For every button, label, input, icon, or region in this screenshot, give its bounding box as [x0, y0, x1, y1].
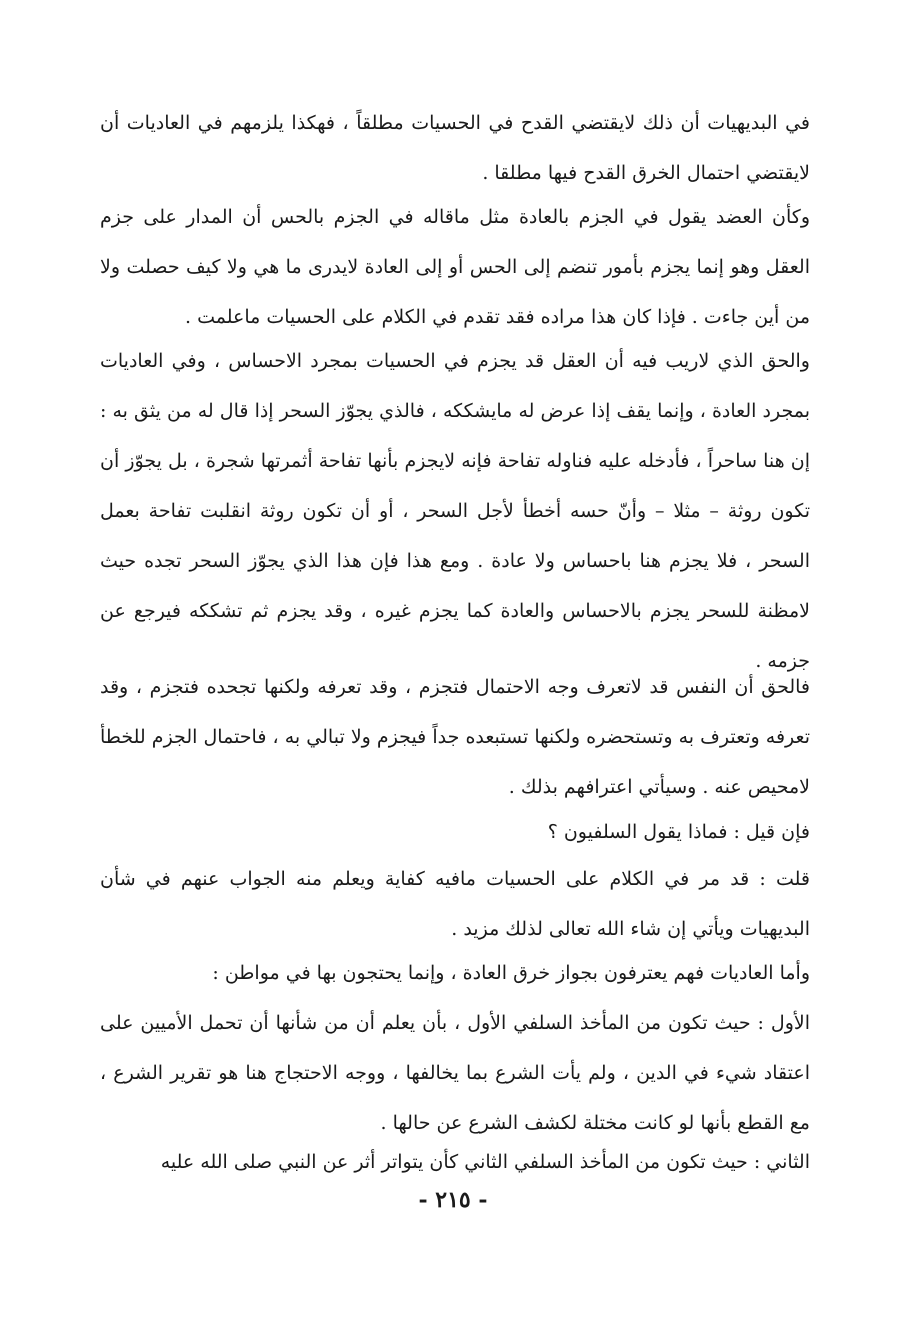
paragraph-text: فالحق أن النفس قد لاتعرف وجه الاحتمال فتجزم ، وقد تعرفه ولكنها تجحده فتجزم ، وقد تعرفه وتعترف به وتستحضره ولكنها تستبعده جداً فيجزم ولا تبالي به ، فاحتمال الجزم للخطأ لامحيص عنه . وسيأتي اعترافهم بذلك .: [100, 676, 810, 798]
paragraph-text: الثاني : حيث تكون من المأخذ السلفي الثاني كأن يتواتر أثر عن النبي صلى الله عليه: [160, 1151, 810, 1173]
paragraph-text: وأما العاديات فهم يعترفون بجواز خرق العادة ، وإنما يحتجون بها في مواطن :: [212, 962, 810, 984]
paragraph-text: في البديهيات أن ذلك لايقتضي القدح في الحسيات مطلقاً ، فهكذا يلزمهم في العاديات أن لايقتضي احتمال الخرق القدح فيها مطلقا .: [100, 112, 810, 184]
paragraph-customs: [100, 948, 810, 998]
page-number: - ٢١٥ -: [418, 1187, 488, 1213]
paragraph-text: وكأن العضد يقول في الجزم بالعادة مثل ماقاله في الجزم بالحس أن المدار على جزم العقل وهو إنما يجزم بأمور تنضم إلى الحس أو إلى العادة لايدرى ما هي ولا كيف حصلت ولا من أين جاءت . فإذا كان هذا مراده فقد تقدم في الكلام على الحسيات ماعلمت .: [100, 206, 810, 328]
paragraph-badihiyyat: [100, 98, 810, 198]
paragraph-adud: [100, 192, 810, 342]
paragraph-text: الأول : حيث تكون من المأخذ السلفي الأول ، بأن يعلم أن من شأنها أن تحمل الأميين على اعتقاد شيء في الدين ، ولم يأت الشرع بما يخالفها ، ووجه الاحتجاج هنا هو تقرير الشرع ، مع القطع بأنها لو كانت مختلة لكشف الشرع عن حالها .: [100, 1012, 810, 1134]
paragraph-question: [100, 807, 810, 857]
paragraph-soul-certainty: [100, 662, 810, 812]
paragraph-text: والحق الذي لاريب فيه أن العقل قد يجزم في الحسيات بمجرد الاحساس ، وفي العاديات بمجرد العادة ، وإنما يقف إذا عرض له مايشككه ، فالذي يجوّز السحر إذا قال له من يثق به : إن هنا ساحراً ، فأدخله عليه فناوله تفاحة فإنه لايجزم بأنها تفاحة أثمرتها شجرة ، بل يجوّز أن تكون روثة – مثلا – وأنّ حسه أخطأ لأجل السحر ، أو أن تكون روثة انقلبت تفاحة بعمل السحر ، فلا يجزم هنا باحساس ولا عادة . ومع هذا فإن هذا الذي يجوّز السحر تجده حيث لامظنة للسحر يجزم بالاحساس والعادة كما يجزم غيره ، وقد يجزم ثم تشككه فيرجع عن جزمه .: [100, 350, 810, 672]
paragraph-truth-senses: [100, 336, 810, 686]
paragraph-text: قلت : قد مر في الكلام على الحسيات مافيه كفاية ويعلم منه الجواب عنهم في شأن البديهيات ويأتي إن شاء الله تعالى لذلك مزيد .: [100, 868, 810, 940]
paragraph-answer: [100, 854, 810, 954]
paragraph-text: فإن قيل : فماذا يقول السلفيون ؟: [547, 821, 810, 843]
paragraph-first-case: [100, 998, 810, 1148]
